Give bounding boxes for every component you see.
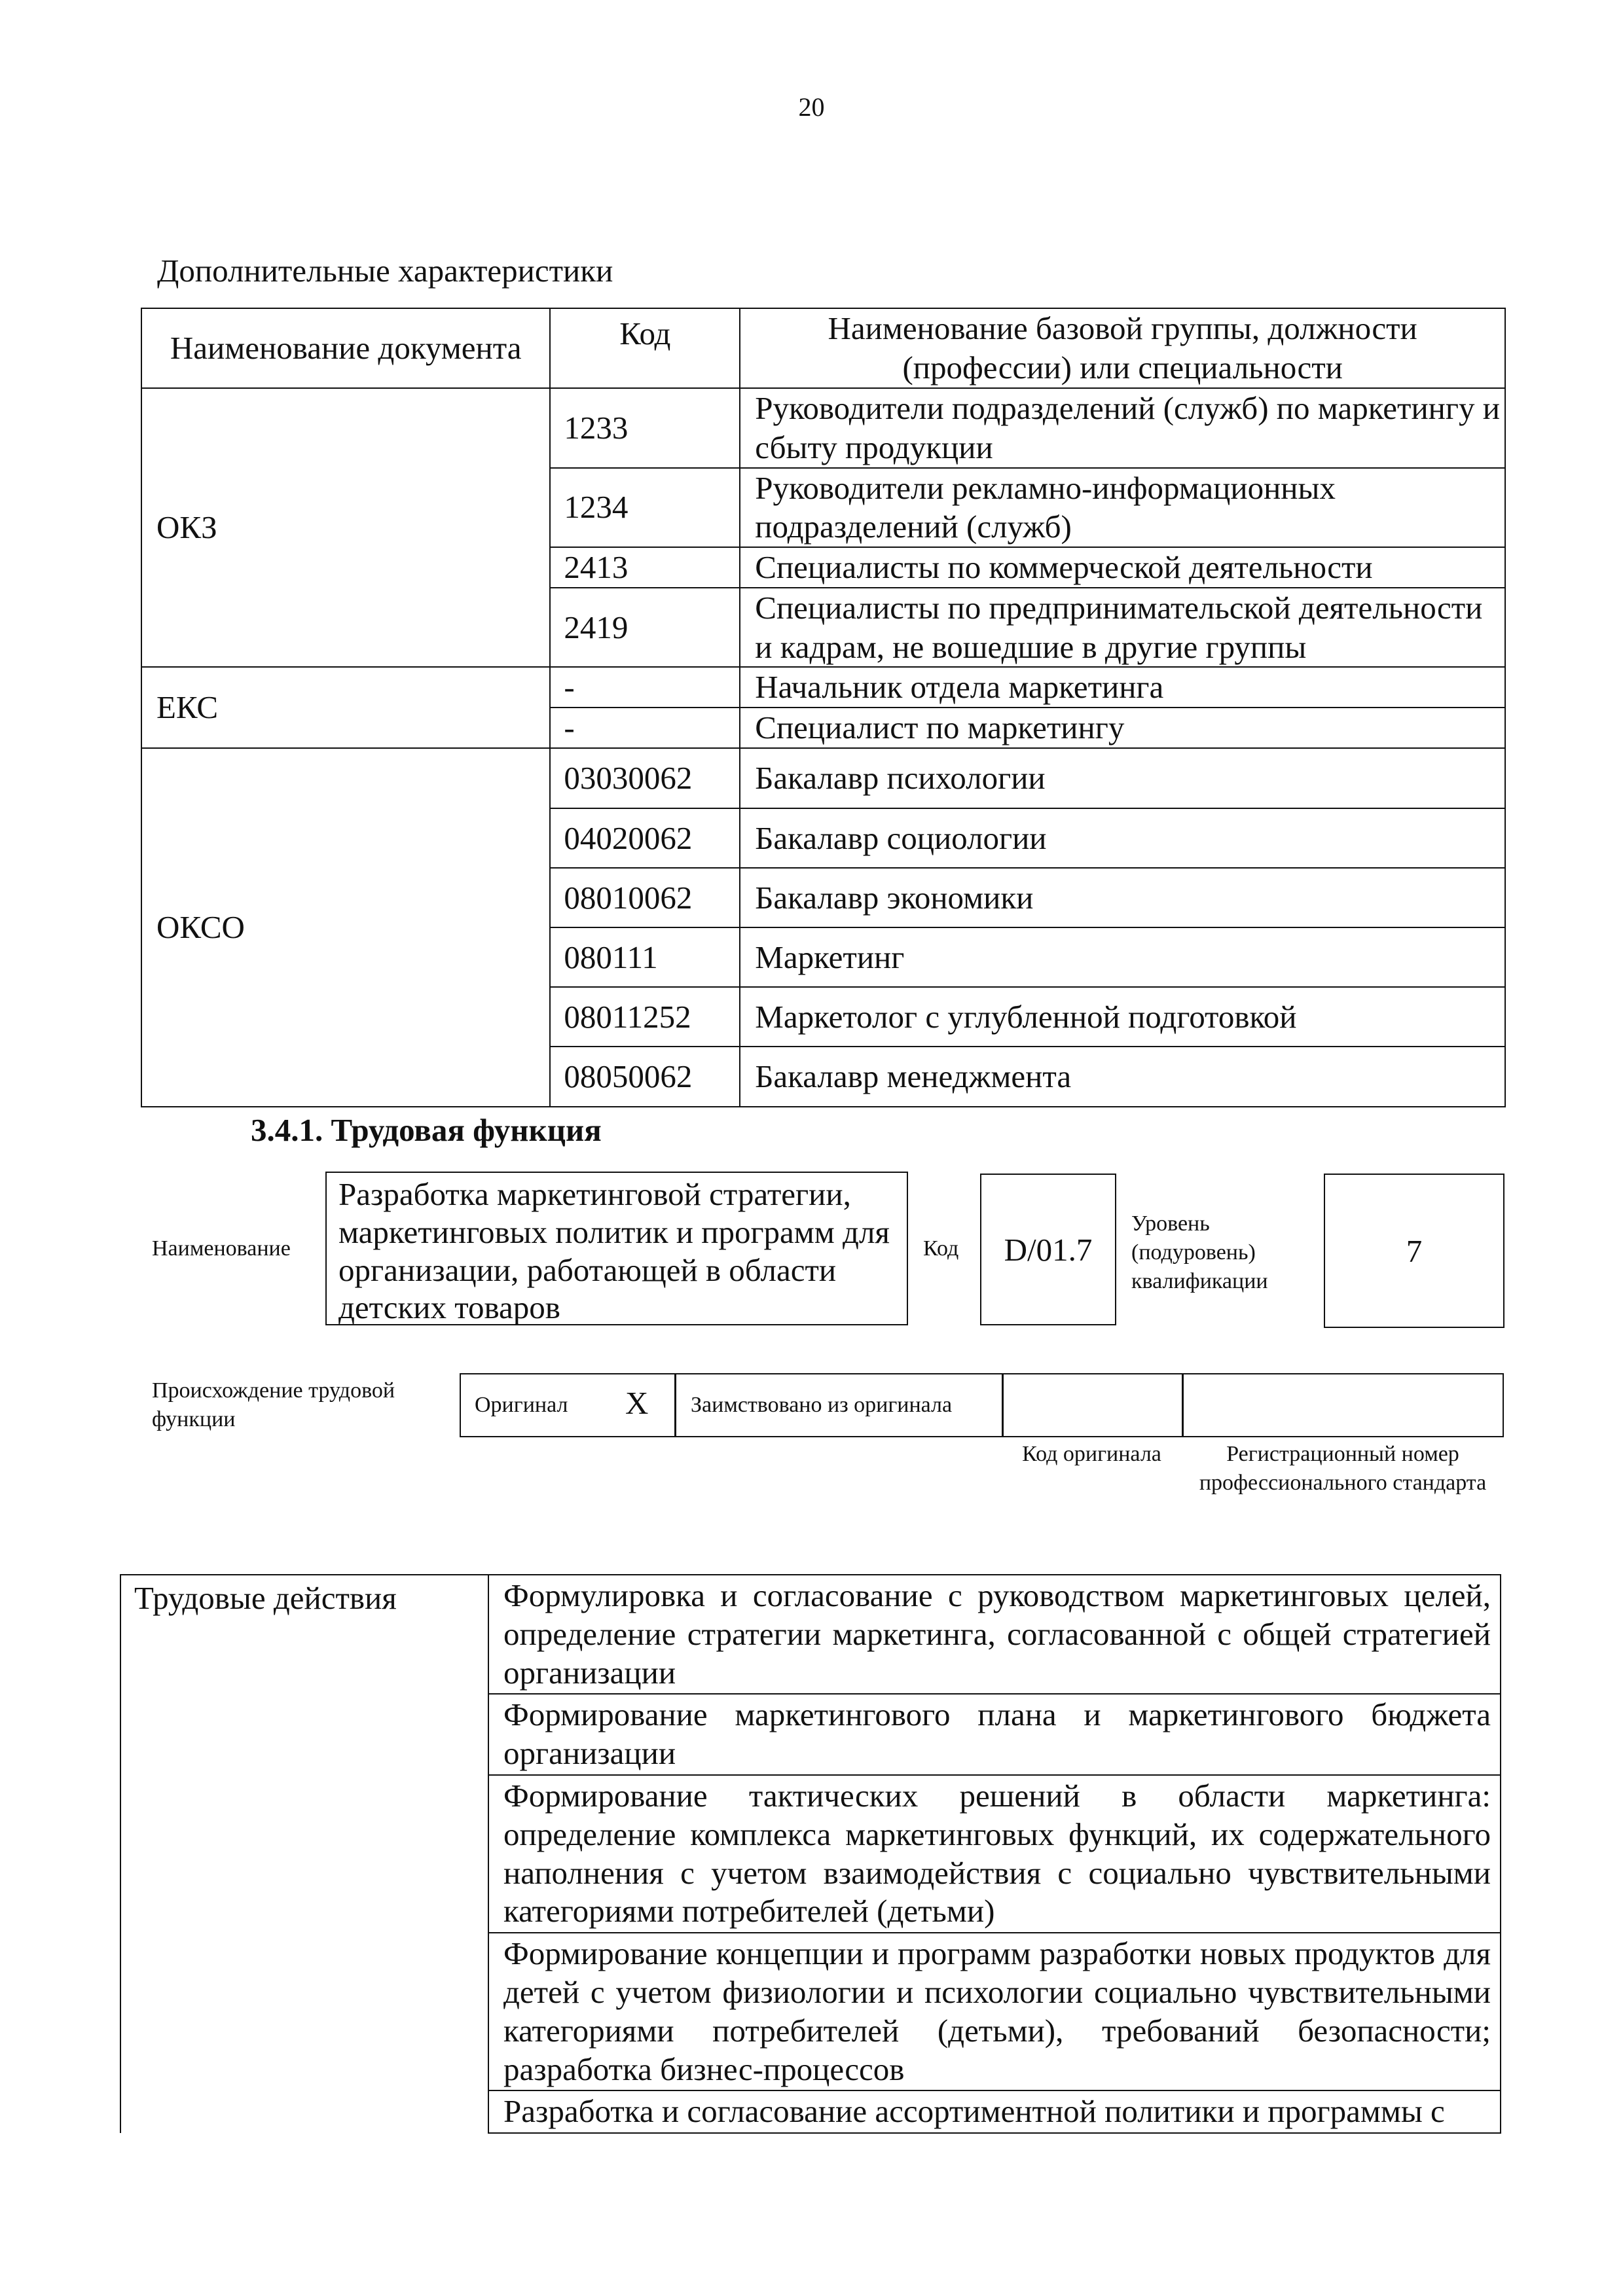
section-title: Дополнительные характеристики [157,253,613,289]
table-name: Специалисты по коммерческой деятельности [740,547,1505,588]
header-group: Наименование базовой группы, должности (профессии) или специальности [740,308,1505,388]
origin-divider [674,1373,676,1437]
labor-action-item: Разработка и согласование ассортиментной политики и программы с [488,2090,1501,2133]
table-name: Руководители рекламно-информационных подразделений (служб) [740,468,1505,548]
table-code: 2419 [550,588,740,668]
origin-row [460,1373,1504,1437]
function-code-value: D/01.7 [1004,1231,1093,1268]
labor-action-item: Формирование маркетингового плана и маркетингового бюджета организации [488,1694,1501,1775]
function-code-box [980,1174,1116,1325]
doc-okso: ОКСО [141,748,550,1107]
table-code: 2413 [550,547,740,588]
original-mark: X [625,1385,649,1421]
table-name: Руководители подразделений (служб) по маркетингу и сбыту продукции [740,388,1505,468]
table-name: Бакалавр экономики [740,868,1505,927]
labor-actions-table [120,1574,1501,2134]
labor-action-item: Формулировка и согласование с руководством маркетинговых целей, определение стратегии маркетинга, согласованной с общей стратегией организации [488,1575,1501,1694]
table-code: 08011252 [550,987,740,1047]
doc-okz: ОКЗ [141,388,550,667]
name-label: Наименование [152,1236,291,1261]
function-name-box [325,1172,908,1325]
reg-number-caption: Регистрационный номер профессионального стандарта [1199,1442,1487,1496]
qualification-level-label: Уровень (подуровень) квалификации [1131,1211,1268,1294]
labor-action-item: Формирование тактических решений в области маркетинга: определение комплекса маркетинговых функций, их содержательного наполнения с учетом взаимодействия с социально чувствительными категориями потребителей (детьми) [488,1775,1501,1933]
table-name: Начальник отдела маркетинга [740,667,1505,708]
origin-label: Происхождение трудовой функции [152,1378,395,1432]
qualification-level-value: 7 [1406,1232,1423,1269]
labor-action-item: Формирование концепции и программ разработки новых продуктов для детей с учетом физиологии и психологии социально чувствительными категориями потребителей (детьми), требований безопасности; разработка бизнес-процессов [488,1933,1501,2090]
function-name-value: Разработка маркетинговой стратегии, маркетинговых политик и программ для организации, работающей в области детских товаров [338,1176,890,1326]
origin-divider [1002,1373,1004,1437]
table-code: 08050062 [550,1047,740,1107]
characteristics-table [141,308,1506,1107]
table-code: 08010062 [550,868,740,927]
header-code: Код [550,308,740,388]
code-label: Код [923,1236,959,1261]
table-name: Специалист по маркетингу [740,708,1505,748]
table-code: 1233 [550,388,740,468]
labor-function-title: 3.4.1. Трудовая функция [251,1112,602,1148]
table-name: Бакалавр социологии [740,808,1505,868]
header-document: Наименование документа [141,308,550,388]
table-name: Бакалавр менеджмента [740,1047,1505,1107]
table-code: 03030062 [550,748,740,808]
table-code: 04020062 [550,808,740,868]
qualification-level-box [1324,1174,1504,1328]
table-code: 080111 [550,927,740,987]
borrowed-label: Заимствовано из оригинала [691,1393,953,1417]
page-number: 20 [798,92,825,122]
table-name: Специалисты по предпринимательской деятельности и кадрам, не вошедшие в другие группы [740,588,1505,668]
table-name: Маркетинг [740,927,1505,987]
origin-divider [1182,1373,1184,1437]
table-code: 1234 [550,468,740,548]
labor-actions-label: Трудовые действия [120,1575,488,2133]
table-name: Маркетолог с углубленной подготовкой [740,987,1505,1047]
table-code: - [550,667,740,708]
code-original-caption: Код оригинала [1022,1442,1161,1466]
table-code: - [550,708,740,748]
table-name: Бакалавр психологии [740,748,1505,808]
doc-eks: ЕКС [141,667,550,748]
original-label: Оригинал [475,1393,568,1417]
